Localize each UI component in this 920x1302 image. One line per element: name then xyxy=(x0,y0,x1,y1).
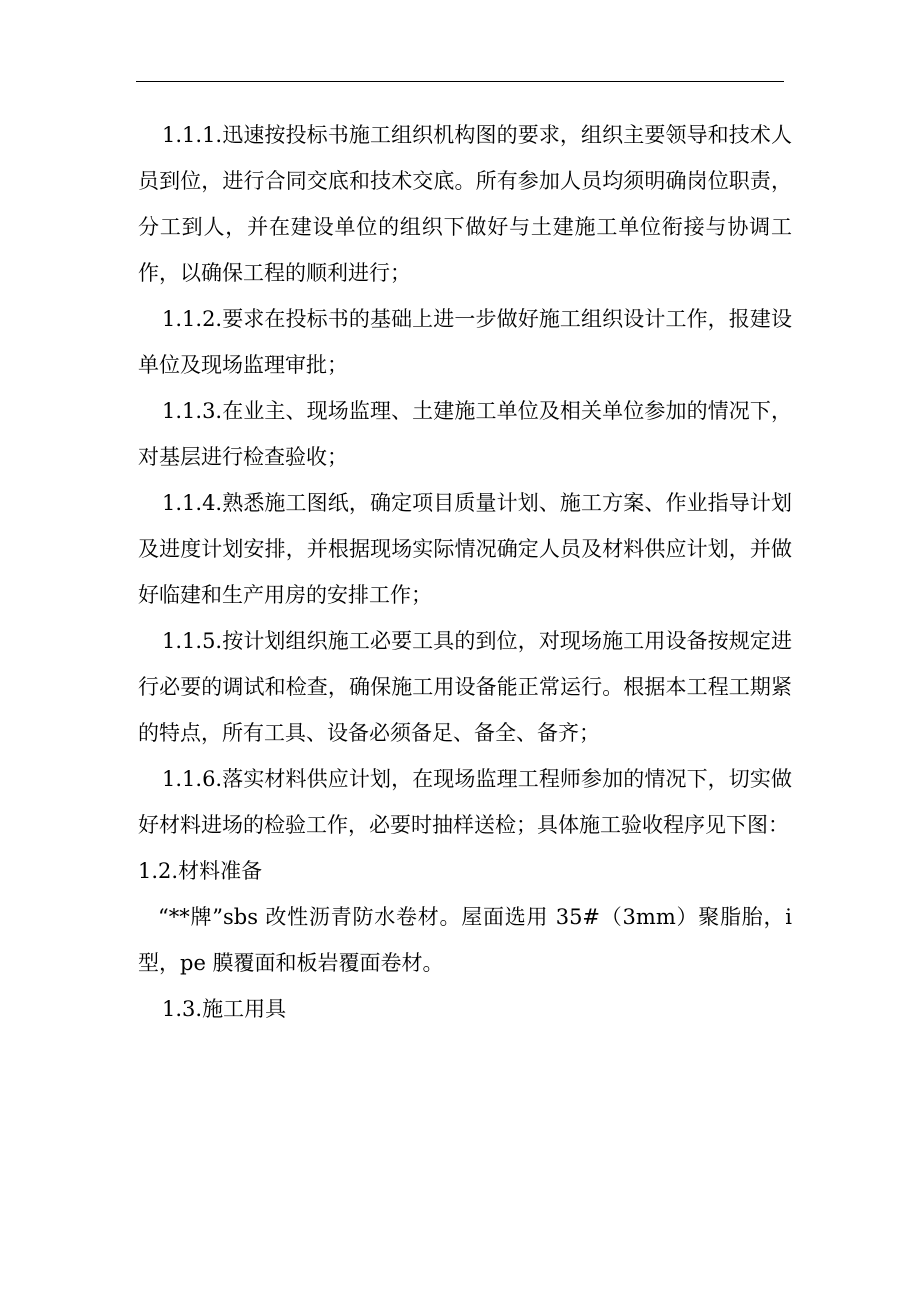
paragraph-materials: “**牌”sbs 改性沥青防水卷材。屋面选用 35#（3mm）聚脂胎，i 型，pe 膜覆面和板岩覆面卷材。 xyxy=(138,905,792,975)
paragraph-1-1-3: 1.1.3.在业主、现场监理、土建施工单位及相关单位参加的情况下，对基层进行检查验收； xyxy=(138,399,792,469)
paragraph-1-1-1: 1.1.1.迅速按投标书施工组织机构图的要求，组织主要领导和技术人员到位，进行合同交底和技术交底。所有参加人员均须明确岗位职责，分工到人，并在建设单位的组织下做好与土建施工单位衔接与协调工作，以确保工程的顺利进行； xyxy=(138,123,792,285)
document-body xyxy=(138,112,792,1032)
paragraph-1-1-6: 1.1.6.落实材料供应计划，在现场监理工程师参加的情况下，切实做好材料进场的检验工作，必要时抽样送检；具体施工验收程序见下图： xyxy=(138,767,792,837)
paragraph-1-1-4: 1.1.4.熟悉施工图纸，确定项目质量计划、施工方案、作业指导计划及进度计划安排，并根据现场实际情况确定人员及材料供应计划，并做好临建和生产用房的安排工作； xyxy=(138,491,792,607)
paragraph-1-1-2: 1.1.2.要求在投标书的基础上进一步做好施工组织设计工作，报建设单位及现场监理审批； xyxy=(138,307,792,377)
section-heading-materials: 1.2.材料准备 xyxy=(138,859,263,883)
section-heading-tools: 1.3.施工用具 xyxy=(162,997,287,1021)
paragraph-1-1-5: 1.1.5.按计划组织施工必要工具的到位，对现场施工用设备按规定进行必要的调试和检查，确保施工用设备能正常运行。根据本工程工期紧的特点，所有工具、设备必须备足、备全、备齐； xyxy=(138,629,792,745)
header-rule xyxy=(136,81,784,82)
